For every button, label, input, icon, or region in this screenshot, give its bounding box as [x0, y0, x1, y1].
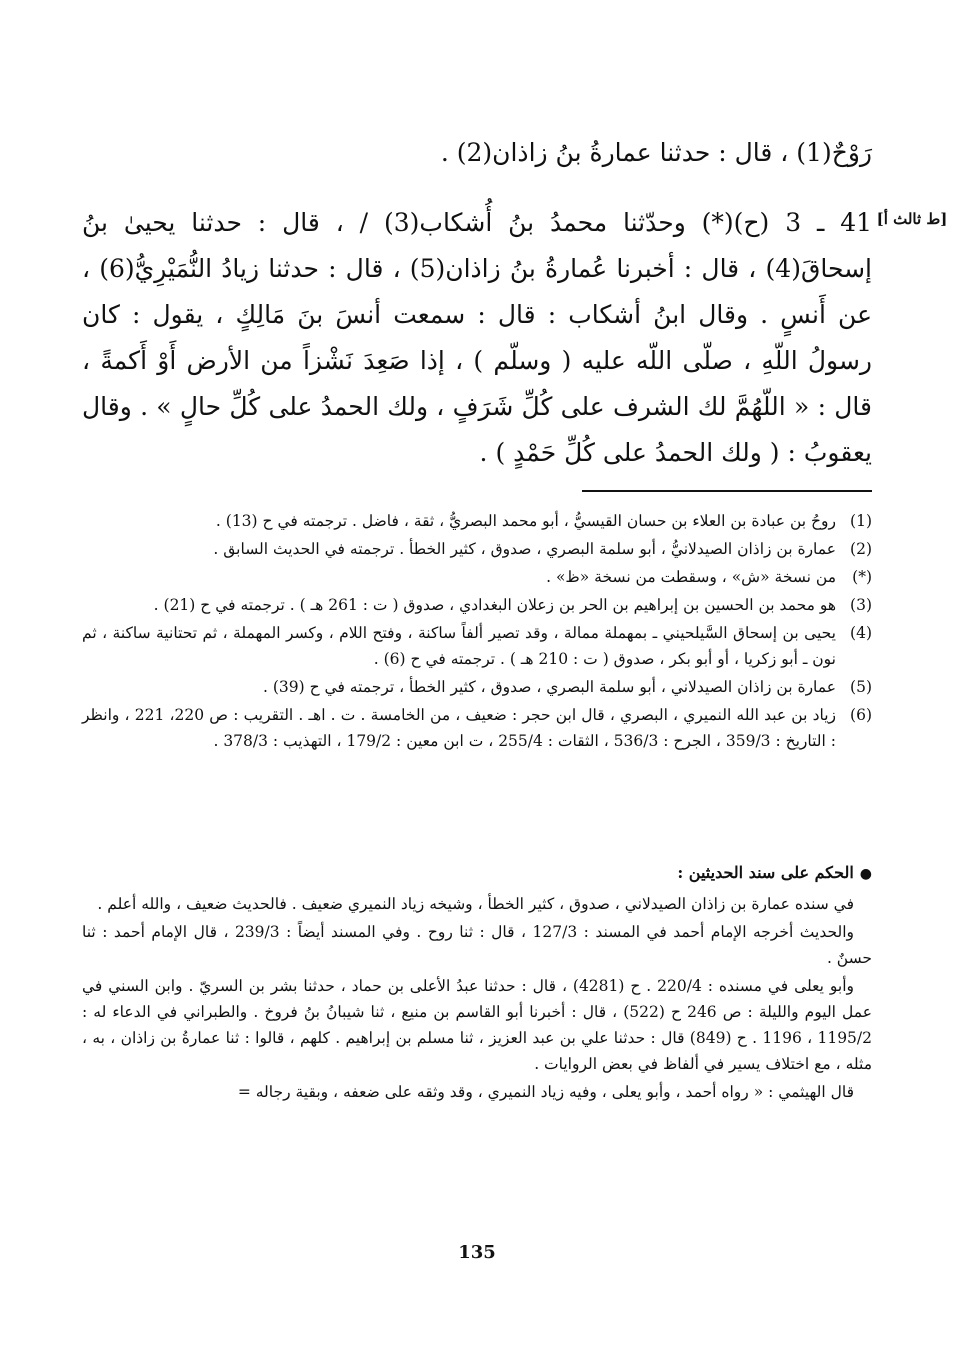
footnote — [82, 536, 872, 562]
ruling-paragraph: والحديث أخرجه الإمام أحمد في المسند : 127/3 ، قال : ثنا روح . وفي المسند أيضاً : 239/3 ، قال الإمام أحمد : ثنا حسنٌ . — [82, 923, 872, 967]
chain-ruling-section — [82, 860, 872, 1107]
footnote — [82, 620, 872, 672]
page-number: 135 — [458, 1242, 496, 1263]
ruling-paragraph: في سنده عمارة بن زاذان الصيدلاني ، صدوق ، كثير الخطأ ، وشيخه زياد النميري ضعيف . فالحديث ضعيف ، والله أعلم . — [97, 895, 854, 913]
hadith-paragraph: 41 ـ 3 (ح)(*) وحدّثنا محمدُ بنُ أُشكاب(3) / ، قال : حدثنا يحيىٰ بنُ إسحاقَ(4) ، قال : أخبرنا عُمارةُ بنُ زاذان(5) ، قال : حدثنا زيادُ النُّمَيْرِيُّ(6) ، عن أَنسٍ . وقال ابنُ أشكاب : قال : سمعت أنسَ بنَ مَالِكٍ ، يقول : كان رسولُ اللّهِ ، صلّى اللّه عليه ( وسلّم ) ، إذا صَعِدَ نَشْزاً من الأرض أَوْ أَكمةً ، قال : « اللّهُمَّ لك الشرف على كُلِّ شَرَفٍ ، ولك الحمدُ على كُلِّ حالٍ » . وقال يعقوبُ : ( ولك الحمدُ على كُلِّ حَمْدٍ ) . — [82, 208, 873, 467]
ruling-paragraph: وأبو يعلى في مسنده : 220/4 . ح (4281) ، قال : حدثنا عبدُ الأعلى بن حماد ، حدثنا بشر بن السريّ . وابن السني في عمل اليوم والليلة : ص 246 ح (522) ، قال : أخبرنا أبو القاسم بن منيع ، ثنا شيبانُ بنُ فروخ . والطبراني في الدعاء له : 1195/2 ، 1196 . ح (849) قال : حدثنا علي بن عبد العزيز ، ثنا مسلم بن إبراهيم . كلهم ، قالوا : ثنا عمارةُ بن زاذان ، به ، مثله ، مع اختلاف يسير في ألفاظ في بعض الروايات . — [82, 977, 872, 1073]
manuscript-margin-note: [ط ثالث أ] — [876, 210, 948, 228]
footnotes — [82, 508, 872, 756]
footnote-text: عمارة بن زاذان الصيدلاني ، أبو سلمة البصري ، صدوق ، كثير الخطأ ، ترجمته في ح (39) . — [263, 678, 836, 696]
footnote — [82, 702, 872, 754]
footnote — [82, 592, 872, 618]
footnote-number: (3) — [850, 596, 872, 614]
footnote-number: (5) — [850, 678, 872, 696]
footnote-text: هو محمد بن الحسين بن إبراهيم بن الحر بن زعلان البغدادي ، صدوق ( ت : 261 هـ ) . ترجمته في ح (21) . — [153, 596, 836, 614]
footnote-number: (6) — [850, 706, 872, 724]
intro-line — [82, 130, 872, 176]
footnote-number: (1) — [850, 512, 872, 530]
footnote — [82, 674, 872, 700]
footnote-number: (4) — [850, 624, 872, 642]
bullet-icon: ● — [859, 866, 872, 882]
footnote-text: من نسخة «ش» ، وسقطت من نسخة «ظ» . — [546, 568, 836, 586]
footnote-divider — [582, 490, 872, 492]
footnote-text: زياد بن عبد الله النميري ، البصري ، قال ابن حجر : ضعيف ، من الخامسة . ت . اهـ . التقريب : ص 220، 221 ، وانظر : التاريخ : 359/3 ، الجرح : 536/3 ، الثقات : 255/4 ، ت ابن معين : 179/2 ، التهذيب : 378/3 . — [82, 706, 837, 750]
footnote-text: يحيى بن إسحاق السَّيلحيني ـ بمهملة ممالة ، وقد تصير ألفاً ساكنة ، وفتح اللام ، وكسر المهملة ، ثم تحتانية ساكنة ، ثم نون ـ أبو زكريا ، أو أبو بكر ، صدوق ( ت : 210 هـ ) . ترجمته في ح (6) . — [82, 624, 836, 668]
ruling-paragraph: قال الهيثمي : « رواه أحمد ، وأبو يعلى ، وفيه زياد النميري ، وقد وثقه على ضعفه ، وبقية رجاله = — [237, 1083, 854, 1101]
footnote-text: عمارة بن زاذان الصيدلانيُّ ، أبو سلمة البصري ، صدوق ، كثير الخطأ . ترجمته في الحديث السابق . — [213, 540, 836, 558]
intro-text: رَوْحٌ(1) ، قال : حدثنا عمارةُ بنُ زاذان(2) . — [440, 138, 872, 167]
footnote-text: روحُ بن عبادة بن العلاء بن حسان القيسيُّ ، أبو محمد البصريُّ ، ثقة ، فاضل . ترجمته في ح (13) . — [215, 512, 836, 530]
footnote — [82, 508, 872, 534]
section-heading-text: الحكم على سند الحديثين : — [677, 863, 854, 882]
footnote — [82, 564, 872, 590]
footnote-number: (2) — [850, 540, 872, 558]
section-heading — [82, 860, 872, 887]
footnote-number: (*) — [852, 568, 872, 586]
hadith-text — [82, 200, 872, 476]
